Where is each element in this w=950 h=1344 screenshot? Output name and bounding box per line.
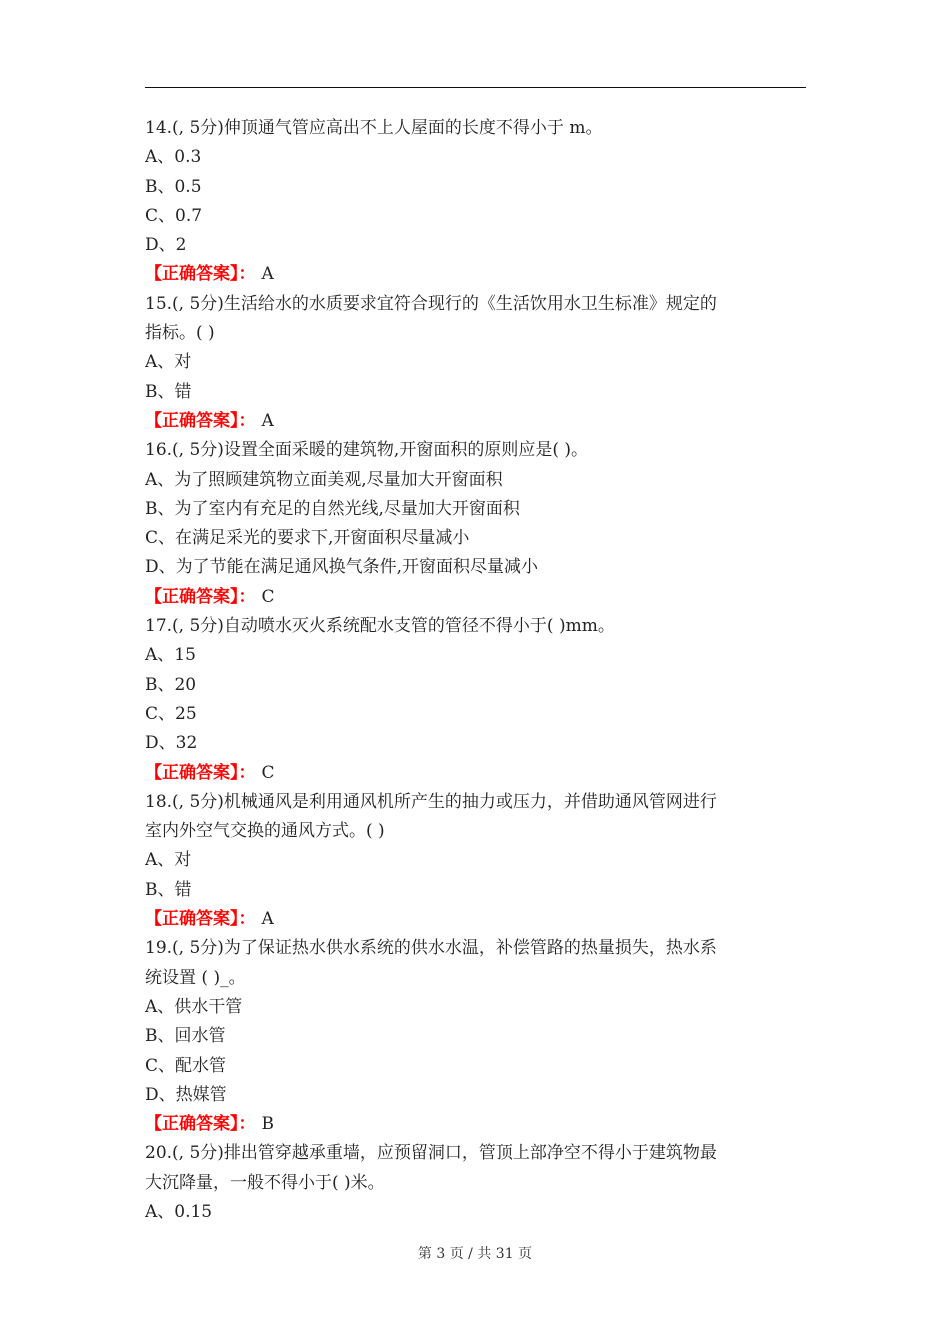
answer-value: B xyxy=(261,1114,274,1135)
text-line: A、15 xyxy=(145,645,196,666)
answer-value: A xyxy=(261,264,274,285)
question-stem: 15.(, 5分)生活给水的水质要求宜符合现行的《生活饮用水卫生标准》规定的 xyxy=(145,293,717,314)
text-line: 指标。( ) xyxy=(145,323,215,344)
correct-answer-line xyxy=(145,905,805,934)
answer-value: C xyxy=(261,586,275,607)
text-line: 大沉降量，一般不得小于( )米。 xyxy=(145,1172,385,1193)
correct-answer-line xyxy=(145,407,805,436)
correct-answer-line xyxy=(145,583,805,612)
text-line: B、为了室内有充足的自然光线,尽量加大开窗面积 xyxy=(145,498,520,519)
text-line: B、20 xyxy=(145,674,197,695)
page-footer: 第 3 页 / 共 31 页 xyxy=(417,1246,533,1262)
text-line: A、为了照顾建筑物立面美观,尽量加大开窗面积 xyxy=(145,469,503,490)
text-line: A、对 xyxy=(145,352,192,373)
text-line: D、热媒管 xyxy=(145,1084,227,1105)
answer-label: 【正确答案】： xyxy=(145,1114,256,1135)
text-line: B、回水管 xyxy=(145,1026,226,1047)
text-line: A、0.3 xyxy=(145,147,202,168)
correct-answer-line xyxy=(145,759,805,788)
correct-answer-line xyxy=(145,1110,805,1139)
text-line: A、供水干管 xyxy=(145,996,243,1017)
answer-value: A xyxy=(261,410,274,431)
question-stem: 16.(, 5分)设置全面采暖的建筑物,开窗面积的原则应是( )。 xyxy=(145,440,588,461)
answer-label: 【正确答案】： xyxy=(145,762,256,783)
answer-value: C xyxy=(261,762,275,783)
question-list xyxy=(145,114,805,1227)
text-line: C、0.7 xyxy=(145,205,203,226)
text-line: C、配水管 xyxy=(145,1055,227,1076)
answer-label: 【正确答案】： xyxy=(145,410,256,431)
question-stem: 14.(, 5分)伸顶通气管应高出不上人屋面的长度不得小于 m。 xyxy=(145,118,603,138)
header-rule xyxy=(145,87,806,88)
question-stem: 17.(, 5分)自动喷水灭火系统配水支管的管径不得小于( )mm。 xyxy=(145,616,615,637)
question-stem: 20.(, 5分)排出管穿越承重墙，应预留洞口，管顶上部净空不得小于建筑物最 xyxy=(145,1143,717,1164)
text-line: B、0.5 xyxy=(145,176,202,197)
text-line: A、0.15 xyxy=(145,1201,213,1222)
question-stem: 18.(, 5分)机械通风是利用通风机所产生的抽力或压力，并借助通风管网进行 xyxy=(145,791,717,812)
text-line: B、错 xyxy=(145,879,192,900)
text-line: 室内外空气交换的通风方式。( ) xyxy=(145,821,385,842)
text-line: A、对 xyxy=(145,850,192,871)
answer-label: 【正确答案】： xyxy=(145,909,256,930)
answer-value: A xyxy=(261,909,274,930)
text-line: C、在满足采光的要求下,开窗面积尽量减小 xyxy=(145,528,470,549)
answer-label: 【正确答案】： xyxy=(145,264,256,285)
text-line: D、为了节能在满足通风换气条件,开窗面积尽量减小 xyxy=(145,557,539,578)
text-line: D、32 xyxy=(145,733,198,754)
question-stem: 19.(, 5分)为了保证热水供水系统的供水水温，补偿管路的热量损失，热水系 xyxy=(145,938,717,959)
correct-answer-line xyxy=(145,260,805,289)
text-line: C、25 xyxy=(145,703,197,724)
answer-label: 【正确答案】： xyxy=(145,586,256,607)
text-line: 统设置 ( )_。 xyxy=(145,967,246,988)
text-line: D、2 xyxy=(145,235,187,256)
text-line: B、错 xyxy=(145,381,192,402)
